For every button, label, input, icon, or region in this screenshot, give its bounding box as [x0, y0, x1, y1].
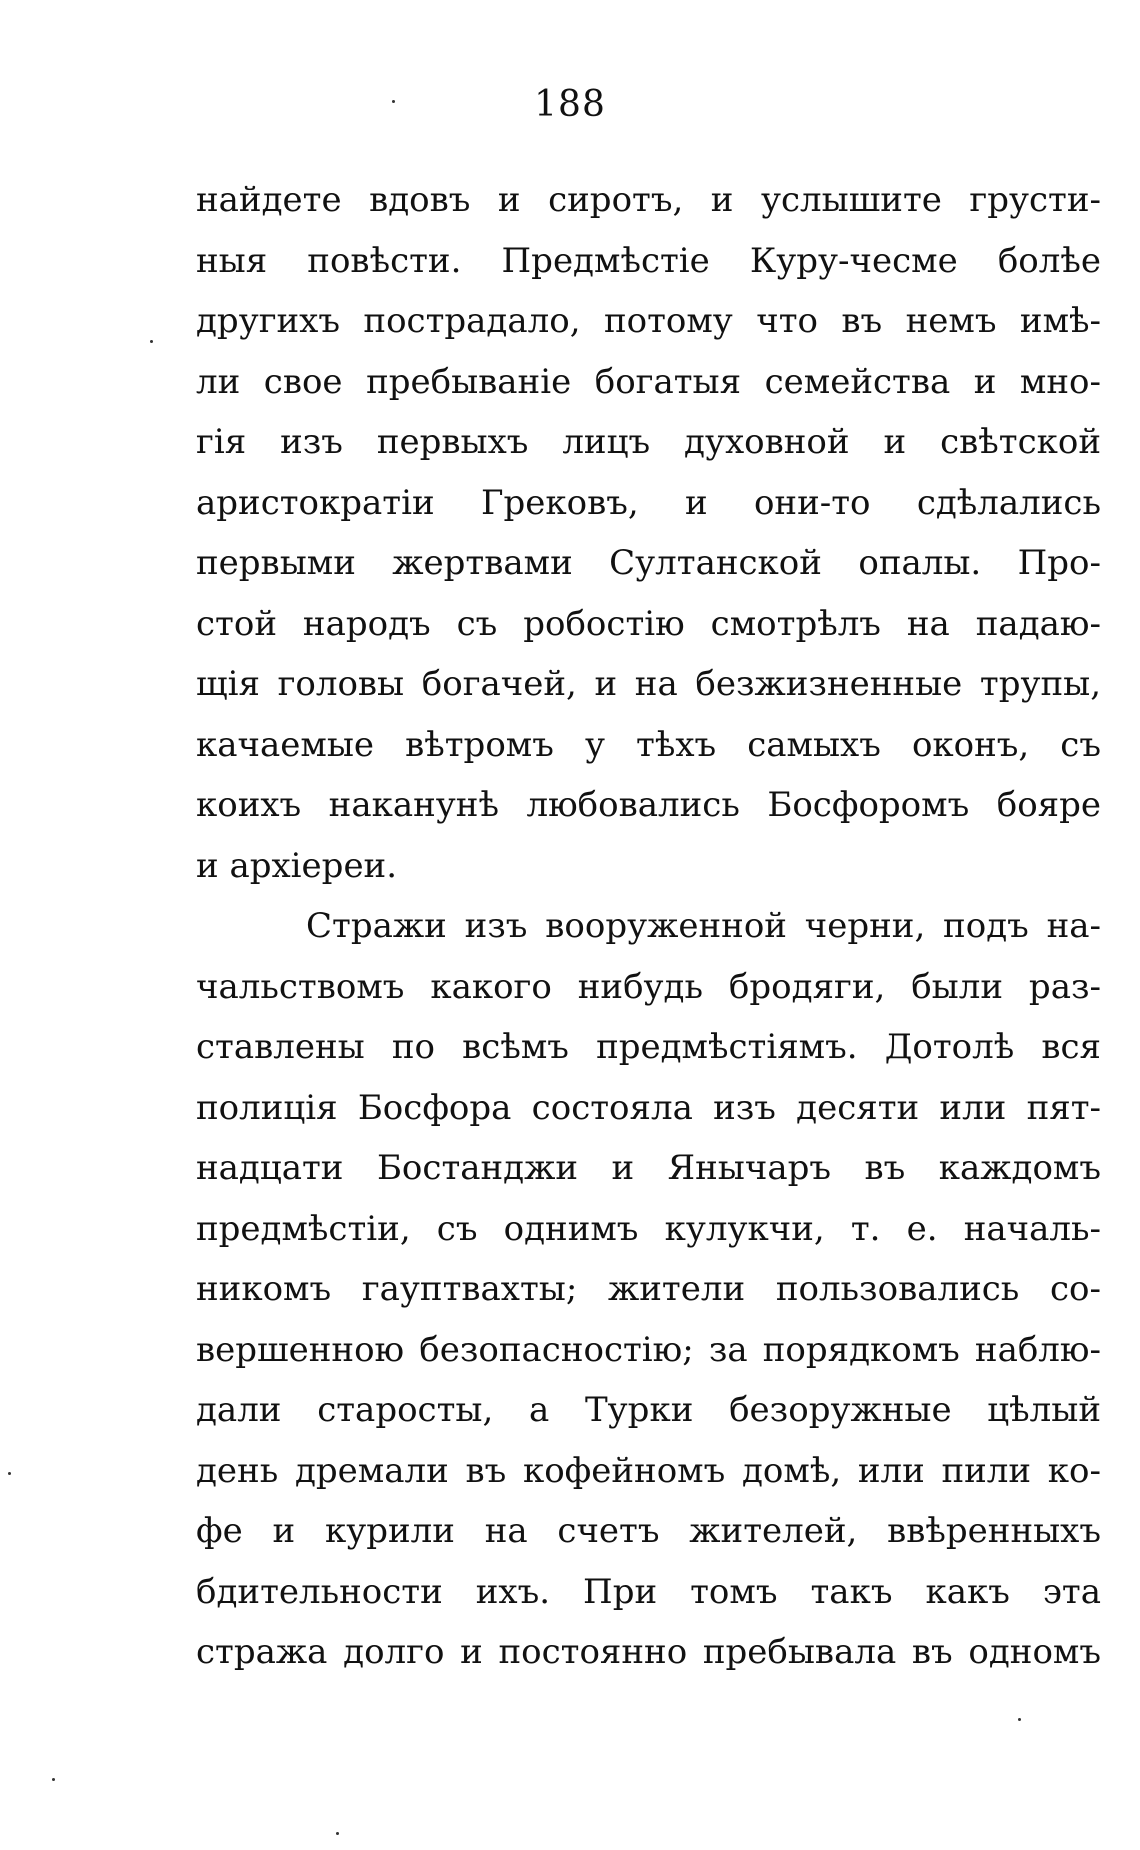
text-line: фе и курили на счетъ жителей, ввѣренныхъ [196, 1511, 1101, 1551]
text-line: качаемые вѣтромъ у тѣхъ самыхъ оконъ, съ [196, 724, 1101, 765]
text-line: другихъ пострадало, потому что въ немъ имѣ- [196, 301, 1101, 341]
body-text [196, 170, 1101, 1683]
text-line: аристократіи Грековъ, и они-то сдѣлались [196, 482, 1101, 523]
text-line: гія изъ первыхъ лицъ духовной и свѣтской [196, 422, 1101, 462]
text-line: вершенною безопасностію; за порядкомъ наблю- [196, 1329, 1101, 1370]
text-line: надцати Бостанджи и Янычаръ въ каждомъ [196, 1148, 1101, 1188]
text-line: полиція Босфора состояла изъ десяти или пят- [196, 1087, 1101, 1128]
text-line: дали старосты, а Турки безоружные цѣлый [196, 1390, 1101, 1430]
text-line: и архіереи. [196, 845, 398, 886]
text-line: никомъ гауптвахты; жители пользовались со- [196, 1269, 1101, 1309]
text-line: ныя повѣсти. Предмѣстіе Куру-чесме болѣе [196, 240, 1101, 281]
text-line: бдительности ихъ. При томъ такъ какъ эта [196, 1571, 1101, 1612]
ink-speck [150, 340, 153, 343]
ink-speck [1018, 1718, 1021, 1721]
ink-speck [392, 100, 395, 103]
text-line: ставлены по всѣмъ предмѣстіямъ. Дотолѣ вся [196, 1027, 1101, 1067]
text-line: стой народъ съ робостію смотрѣлъ на падаю- [196, 603, 1101, 644]
text-line: Стражи изъ вооруженной черни, подъ на- [306, 906, 1101, 946]
text-line: предмѣстіи, съ однимъ кулукчи, т. е. началь- [196, 1208, 1101, 1249]
text-line: щія головы богачей, и на безжизненные трупы, [196, 664, 1101, 704]
paragraph-1 [196, 170, 1101, 896]
text-line: коихъ наканунѣ любовались Босфоромъ бояре [196, 785, 1101, 825]
ink-speck [8, 1472, 11, 1475]
text-line: ли свое пребываніе богатыя семейства и мно- [196, 361, 1101, 402]
paragraph-2 [196, 896, 1101, 1683]
ink-speck [336, 1832, 339, 1835]
text-line: найдете вдовъ и сиротъ, и услышите грусти- [196, 180, 1101, 220]
text-line: первыми жертвами Султанской опалы. Про- [196, 543, 1101, 583]
ink-speck [52, 1778, 55, 1781]
text-line: чальствомъ какого нибудь бродяги, были раз- [196, 966, 1101, 1007]
text-line: стража долго и постоянно пребывала въ одномъ [196, 1632, 1101, 1672]
page-number: 188 [534, 84, 606, 125]
text-line: день дремали въ кофейномъ домѣ, или пили ко- [196, 1450, 1101, 1491]
